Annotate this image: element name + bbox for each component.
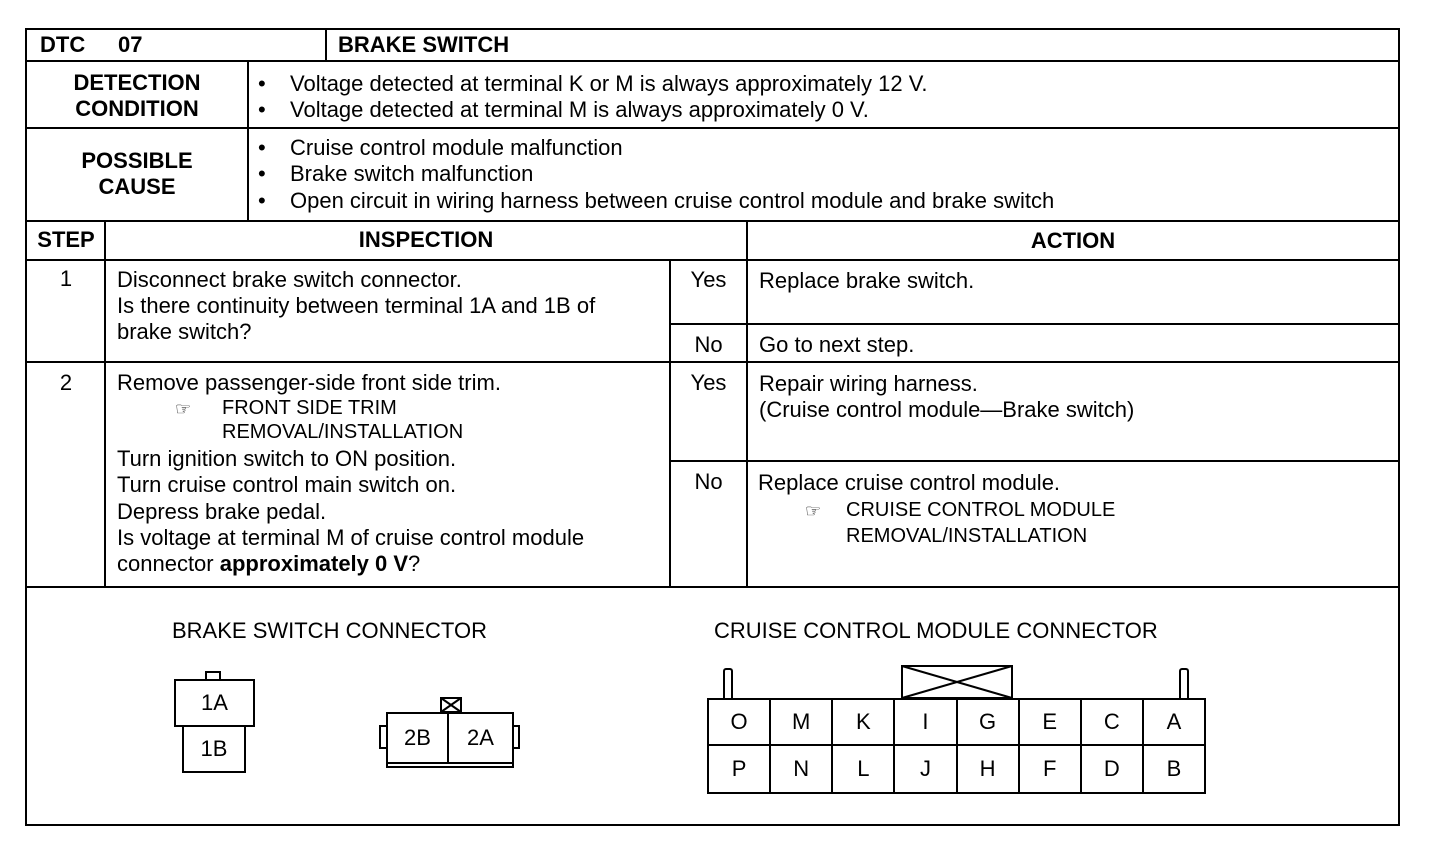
step-number: 2	[59, 370, 73, 395]
inspection-line: Depress brake pedal.	[117, 499, 327, 524]
connector-pin: M	[769, 698, 833, 746]
connector-pin: 1A	[174, 679, 255, 727]
reference-icon: ☞	[175, 399, 192, 419]
reference-link[interactable]: FRONT SIDE TRIM	[222, 397, 397, 419]
connector-lock-icon	[901, 665, 1013, 699]
reference-link[interactable]: CRUISE CONTROL MODULE	[846, 499, 1116, 521]
action-text: Repair wiring harness.	[759, 371, 978, 396]
connector-pin: G	[956, 698, 1020, 746]
connector-edge	[386, 762, 514, 768]
dtc-code: 07	[118, 32, 143, 57]
page-title: BRAKE SWITCH	[338, 32, 510, 57]
connector-pin: 2B	[386, 712, 449, 764]
cause-label-1: POSSIBLE	[81, 148, 193, 173]
bullet-icon: •	[258, 135, 266, 160]
cruise-connector-title: CRUISE CONTROL MODULE CONNECTOR	[714, 618, 1158, 643]
bullet-icon: •	[258, 188, 266, 213]
action-text: (Cruise control module—Brake switch)	[759, 397, 1135, 422]
no-label: No	[694, 332, 723, 357]
inspection-line: Is there continuity between terminal 1A and 1B of	[117, 293, 596, 318]
inspection-line: Remove passenger-side front side trim.	[117, 370, 501, 395]
brake-connector-title: BRAKE SWITCH CONNECTOR	[172, 618, 487, 643]
column-header-inspection: INSPECTION	[358, 227, 494, 252]
inspection-line: Turn cruise control main switch on.	[117, 472, 457, 497]
cause-label-2: CAUSE	[98, 174, 176, 199]
inspection-line: Disconnect brake switch connector.	[117, 267, 462, 292]
detection-label-1: DETECTION	[73, 70, 201, 95]
column-header-step: STEP	[37, 227, 95, 252]
connector-lock-icon	[440, 697, 462, 713]
bullet-icon: •	[258, 71, 266, 96]
dtc-label: DTC	[40, 32, 86, 57]
reference-link[interactable]: REMOVAL/INSTALLATION	[222, 421, 464, 443]
action-text: Replace cruise control module.	[758, 470, 1061, 495]
connector-pin: J	[893, 744, 957, 794]
yes-label: Yes	[690, 370, 727, 395]
connector-pin: N	[769, 744, 833, 794]
connector-pin: P	[707, 744, 771, 794]
connector-post	[723, 668, 733, 700]
connector-pin: C	[1080, 698, 1144, 746]
bullet-icon: •	[258, 161, 266, 186]
reference-icon: ☞	[805, 501, 822, 521]
inspection-line: brake switch?	[117, 319, 252, 344]
action-text: Replace brake switch.	[759, 268, 975, 293]
reference-link[interactable]: REMOVAL/INSTALLATION	[846, 525, 1088, 547]
connector-pin: A	[1142, 698, 1206, 746]
connector-pin: 2A	[447, 712, 514, 764]
connector-pin: F	[1018, 744, 1082, 794]
connector-pin: H	[956, 744, 1020, 794]
column-header-action: ACTION	[1030, 228, 1116, 253]
inspection-line: connector approximately 0 V?	[117, 551, 421, 576]
connector-pin: 1B	[182, 725, 246, 773]
connector-pin: O	[707, 698, 771, 746]
detection-item: Voltage detected at terminal M is always approximately 0 V.	[290, 97, 869, 122]
connector-pin: D	[1080, 744, 1144, 794]
connector-pin: L	[831, 744, 895, 794]
cause-item: Open circuit in wiring harness between cruise control module and brake switch	[290, 188, 1055, 213]
action-text: Go to next step.	[759, 332, 915, 357]
connector-pin: E	[1018, 698, 1082, 746]
yes-label: Yes	[690, 267, 727, 292]
detection-item: Voltage detected at terminal K or M is always approximately 12 V.	[290, 71, 928, 96]
connector-post	[1179, 668, 1189, 700]
detection-label-2: CONDITION	[75, 96, 199, 121]
connector-pin: B	[1142, 744, 1206, 794]
connector-pin: I	[893, 698, 957, 746]
cause-item: Cruise control module malfunction	[290, 135, 623, 160]
cause-item: Brake switch malfunction	[290, 161, 534, 186]
bullet-icon: •	[258, 97, 266, 122]
no-label: No	[694, 469, 723, 494]
inspection-line: Turn ignition switch to ON position.	[117, 446, 457, 471]
connector-pin: K	[831, 698, 895, 746]
step-number: 1	[59, 266, 73, 291]
inspection-line: Is voltage at terminal M of cruise control module	[117, 525, 585, 550]
